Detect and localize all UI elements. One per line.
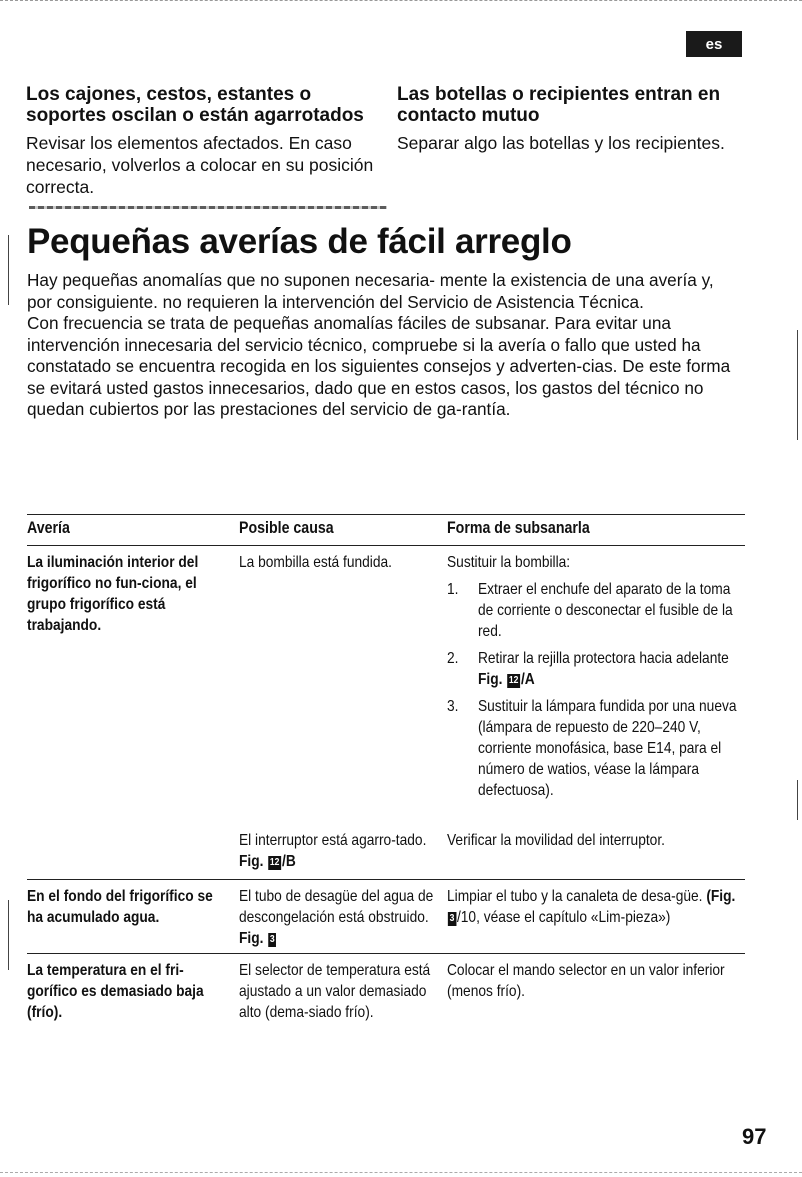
figure-number-box: 3 — [269, 934, 275, 945]
step-text: Sustituir la lámpara fundida por una nueva (lámpara de repuesto de 220–240 V, corriente monofásica, base E14, para el número de watios, véase la lámpara defectuosa). — [477, 698, 737, 799]
step-text: Retirar la rejilla protectora hacia adelante — [477, 650, 729, 667]
row2-remedy — [447, 886, 744, 928]
bottom-edge-line — [0, 1172, 802, 1173]
tip-drawers-heading: Los cajones, cestos, estantes o soportes oscilan o están agarrotados — [26, 84, 364, 126]
tip-bottles-heading: Las botellas o recipientes entran en contacto mutuo — [397, 84, 721, 126]
remedy-step — [447, 579, 744, 642]
cause-b-text: El interruptor está agarro-tado. — [239, 832, 427, 849]
row3-cause: El selector de temperatura está ajustado a un valor demasiado alto (dema-siado frío). — [239, 962, 431, 1021]
figure-ref: Fig. — [239, 853, 264, 870]
header-fault: Avería — [27, 519, 70, 537]
section-title: Pequeñas averías de fácil arreglo — [27, 222, 572, 261]
tip-bottles-body: Separar algo las botellas y los recipientes. — [397, 133, 725, 153]
row2-remedy-text: Limpiar el tubo y la canaleta de desa-güe. — [447, 888, 703, 905]
table-header — [27, 514, 745, 546]
tip-drawers-body: Revisar los elementos afectados. En caso necesario, volverlos a colocar en su posición correcta. — [26, 133, 374, 197]
troubleshooting-table — [27, 514, 745, 1054]
step-number: 3. — [447, 698, 459, 715]
figure-ref: Fig. — [239, 930, 264, 947]
step-text: Extraer el enchufe del aparato de la toma de corriente o desconectar el fusible de la red. — [477, 581, 733, 640]
tip-drawers — [26, 84, 376, 198]
scan-edge-mark — [797, 330, 798, 440]
header-remedy: Forma de subsanarla — [447, 519, 590, 537]
language-badge: es — [686, 31, 742, 57]
row1-cause-a: La bombilla está fundida. — [239, 554, 392, 571]
section-divider — [29, 206, 387, 209]
figure-number-box: 12 — [269, 857, 280, 868]
scan-edge-mark — [8, 235, 9, 305]
row3-fault: La temperatura en el fri-gorífico es demasiado baja (frío). — [27, 962, 204, 1021]
row2-cause — [239, 886, 433, 949]
tip-bottles — [397, 84, 757, 154]
figure-suffix: /B — [282, 853, 296, 870]
row1-remedy-intro: Sustituir la bombilla: — [447, 554, 571, 571]
top-edge-line — [0, 0, 802, 2]
row1-remedy — [447, 552, 744, 801]
figure-ref: (Fig. — [706, 888, 736, 905]
page-number: 97 — [742, 1124, 767, 1149]
row1-fault: La iluminación interior del frigorífico no fun-ciona, el grupo frigorífico está trabajando. — [27, 554, 199, 634]
table-row — [27, 880, 745, 954]
intro-paragraph-2: Con frecuencia se trata de pequeñas anomalías fáciles de subsanar. Para evitar una intervención innecesaria del servicio técnico, compruebe si la avería o fallo que usted ha constatado se encuentra recogida en los siguientes consejos y adverten-cias. De este forma se evitará usted gastos innecesarios, dado que en estos casos, los gastos del técnico no quedan cubiertos por las prestaciones del servicio de ga-rantía. — [27, 313, 731, 419]
header-cause: Posible causa — [239, 519, 334, 537]
intro-text — [27, 270, 743, 421]
row2-remedy-tail: /10, véase el capítulo «Lim-pieza») — [456, 909, 671, 926]
table-row — [27, 546, 745, 880]
row1-remedy-b: Verificar la movilidad del interruptor. — [447, 832, 665, 849]
figure-number-box: 3 — [449, 913, 455, 924]
row3-remedy: Colocar el mando selector en un valor inferior (menos frío). — [447, 962, 725, 1000]
step-number: 2. — [447, 650, 459, 667]
intro-paragraph-1: Hay pequeñas anomalías que no suponen necesaria- mente la existencia de una avería y, por consiguiente. no requieren la intervención del Servicio de Asistencia Técnica. — [27, 270, 714, 312]
table-row — [27, 954, 745, 1054]
figure-suffix: /A — [520, 671, 535, 688]
scan-edge-mark — [797, 780, 798, 820]
row2-fault: En el fondo del frigorífico se ha acumulado agua. — [27, 888, 213, 926]
remedy-step — [447, 696, 744, 801]
figure-number-box: 12 — [508, 675, 519, 686]
step-number: 1. — [447, 581, 459, 598]
scan-edge-mark — [8, 900, 9, 970]
remedy-step — [447, 648, 744, 690]
row1-cause-b — [239, 830, 433, 872]
figure-ref: Fig. — [477, 671, 503, 688]
row2-cause-text: El tubo de desagüe del agua de descongelación está obstruido. — [239, 888, 434, 926]
